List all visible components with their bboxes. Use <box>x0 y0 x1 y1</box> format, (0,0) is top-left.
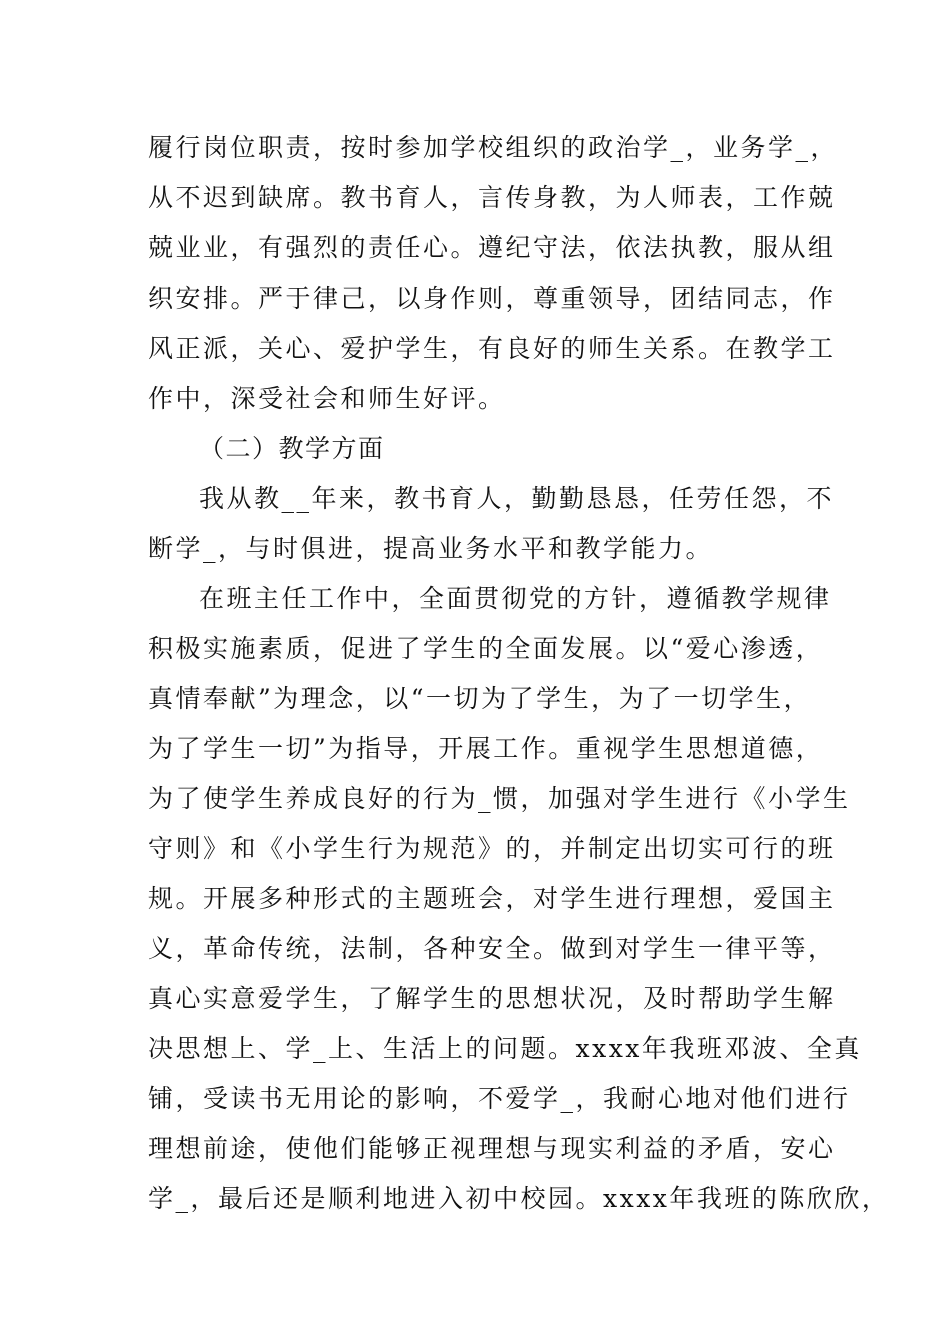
text-line: 理想前途，使他们能够正视理想与现实利益的矛盾，安心 <box>148 1134 836 1163</box>
text-line: 我从教__年来，教书育人，勤勤恳恳，任劳任怨，不 <box>199 484 835 513</box>
text-line: 在班主任工作中，全面贯彻党的方针，遵循教学规律 <box>199 584 832 613</box>
text-line: 履行岗位职责，按时参加学校组织的政治学_，业务学_， <box>148 133 839 162</box>
section-heading: （二）教学方面 <box>199 434 385 463</box>
text-line: 守则》和《小学生行为规范》的，并制定出切实可行的班 <box>148 834 836 863</box>
text-line: 真情奉献”为理念，以“一切为了学生，为了一切学生， <box>148 684 812 713</box>
text-line: 规。开展多种形式的主题班会，对学生进行理想，爱国主 <box>148 884 836 913</box>
text-line: 学_，最后还是顺利地进入初中校园。xxxx年我班的陈欣欣， <box>148 1184 890 1213</box>
text-line: 从不迟到缺席。教书育人，言传身教，为人师表，工作兢 <box>148 183 836 212</box>
text-line: 断学_，与时俱进，提高业务水平和教学能力。 <box>148 534 714 563</box>
text-line: 决思想上、学_上、生活上的问题。xxxx年我班邓波、全真 <box>148 1034 862 1063</box>
text-line: 为了使学生养成良好的行为_惯，加强对学生进行《小学生 <box>148 784 851 813</box>
text-line: 铺，受读书无用论的影响，不爱学_，我耐心地对他们进行 <box>148 1084 851 1113</box>
text-line: 义，革命传统，法制，各种安全。做到对学生一律平等， <box>148 934 836 963</box>
text-line: 积极实施素质，促进了学生的全面发展。以“爱心渗透， <box>148 634 824 663</box>
text-line: 风正派，关心、爱护学生，有良好的师生关系。在教学工 <box>148 334 836 363</box>
text-line: 真心实意爱学生，了解学生的思想状况，及时帮助学生解 <box>148 984 836 1013</box>
text-line: 兢业业，有强烈的责任心。遵纪守法，依法执教，服从组 <box>148 233 836 262</box>
text-line: 为了学生一切”为指导，开展工作。重视学生思想道德， <box>148 734 824 763</box>
text-line: 作中，深受社会和师生好评。 <box>148 384 506 413</box>
text-line: 织安排。严于律己，以身作则，尊重领导，团结同志，作 <box>148 284 836 313</box>
